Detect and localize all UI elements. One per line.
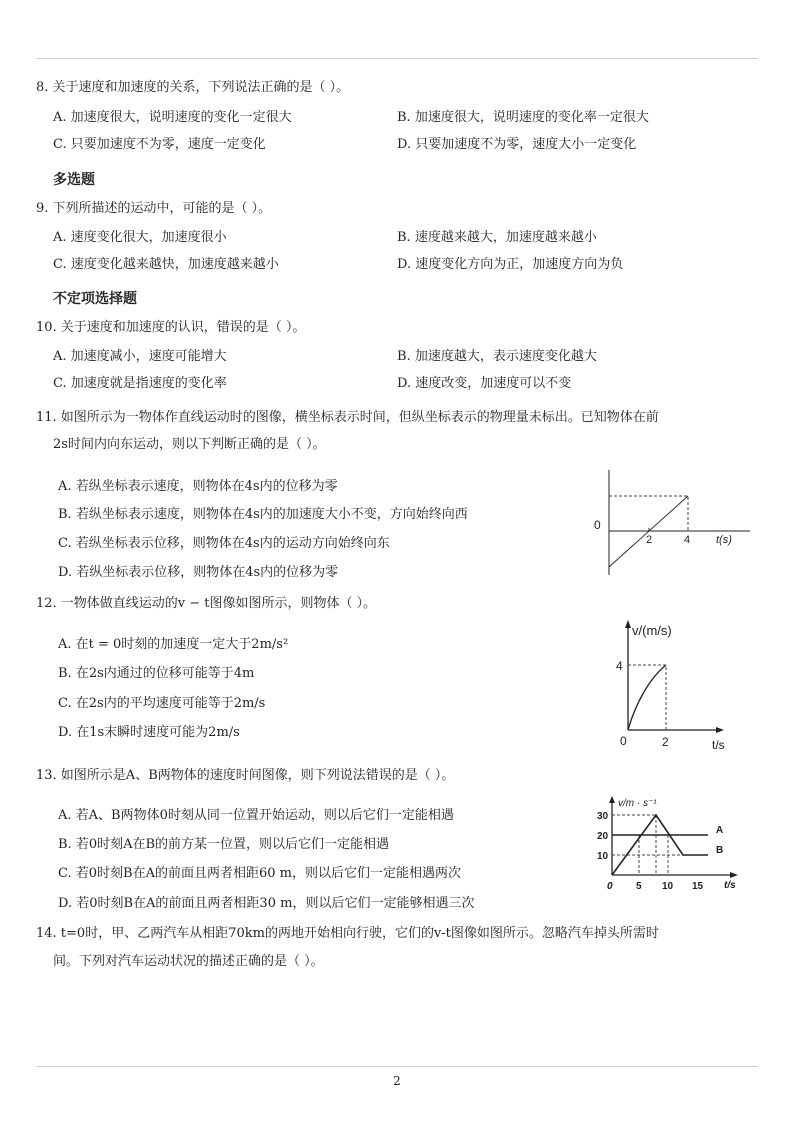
q13-option-b[interactable]: B. 若0时刻A在B的前方某一位置，则以后它们一定能相遇 (58, 837, 390, 852)
q13-y-tick-20: 20 (597, 831, 609, 842)
q9-stem: 9. 下列所描述的运动中，可能的是（ ）。 (36, 201, 272, 216)
q11-option-c[interactable]: C. 若纵坐标表示位移，则物体在4s内的运动方向始终向东 (58, 536, 390, 551)
section-heading-indefinite-choice: 不定项选择题 (53, 291, 137, 307)
q12-graph (608, 618, 758, 754)
q13-graph (596, 793, 742, 895)
q11-x-axis-label: t(s) (716, 534, 732, 546)
q12-origin-label: 0 (620, 734, 627, 748)
q11-stem-line1: 11. 如图所示为一物体作直线运动时的图像，横坐标表示时间，但纵坐标表示的物理量未标出。已知物体在前 (36, 410, 659, 425)
q13-x-tick-0: 0 (607, 881, 613, 892)
section-heading-multiple-choice: 多选题 (53, 172, 95, 188)
footer-rule (36, 1066, 758, 1067)
q11-tick-4-label: 4 (684, 534, 691, 546)
q14-stem-line1: 14. t=0时，甲、乙两汽车从相距70km的两地开始相向行驶，它们的v-t图像如图所示。忽略汽车掉头所需时 (36, 926, 659, 941)
header-rule (36, 58, 758, 59)
q14-stem-line2: 间。下列对汽车运动状况的描述正确的是（ ）。 (53, 954, 324, 969)
q12-x-tick-2: 2 (662, 735, 669, 749)
q13-x-tick-5: 5 (636, 881, 642, 892)
q9-option-a[interactable]: A. 速度变化很大，加速度很小 (53, 230, 227, 245)
q12-option-d[interactable]: D. 在1s末瞬时速度可能为2m/s (58, 725, 240, 740)
q13-x-tick-10: 10 (662, 881, 674, 892)
q11-option-d[interactable]: D. 若纵坐标表示位移，则物体在4s内的位移为零 (58, 565, 339, 580)
q11-graph (590, 465, 770, 580)
q8-option-a[interactable]: A. 加速度很大，说明速度的变化一定很大 (53, 110, 292, 125)
q12-y-tick-4: 4 (616, 659, 623, 673)
q9-option-c[interactable]: C. 速度变化越来越快，加速度越来越小 (53, 257, 279, 272)
q10-option-b[interactable]: B. 加速度越大，表示速度变化越大 (397, 349, 597, 364)
q12-curve (628, 665, 666, 730)
q12-option-a[interactable]: A. 在t = 0时刻的加速度一定大于2m/s² (58, 637, 289, 652)
q13-x-arrow-icon (730, 872, 738, 878)
q12-stem: 12. 一物体做直线运动的v − t图像如图所示，则物体（ ）。 (36, 596, 377, 611)
q8-option-c[interactable]: C. 只要加速度不为零，速度一定变化 (53, 137, 266, 152)
q10-option-d[interactable]: D. 速度改变，加速度可以不变 (397, 376, 572, 391)
q8-option-b[interactable]: B. 加速度很大，说明速度的变化率一定很大 (397, 110, 649, 125)
q8-option-d[interactable]: D. 只要加速度不为零，速度大小一定变化 (397, 137, 637, 152)
q13-line-b (612, 815, 708, 875)
q13-option-a[interactable]: A. 若A、B两物体0时刻从同一位置开始运动，则以后它们一定能相遇 (58, 808, 454, 823)
q13-series-label-b: B (716, 845, 724, 856)
q11-origin-label: 0 (594, 518, 601, 532)
q11-tick-2-label: 2 (646, 534, 653, 546)
q12-option-c[interactable]: C. 在2s内的平均速度可能等于2m/s (58, 696, 266, 711)
q13-series-label-a: A (716, 825, 724, 836)
q13-option-c[interactable]: C. 若0时刻B在A的前面且两者相距60 m，则以后它们一定能相遇两次 (58, 866, 461, 881)
q10-option-c[interactable]: C. 加速度就是指速度的变化率 (53, 376, 227, 391)
q12-y-axis-label: v/(m/s) (632, 623, 672, 638)
q12-y-arrow-icon (625, 620, 631, 628)
q11-option-b[interactable]: B. 若纵坐标表示速度，则物体在4s内的加速度大小不变，方向始终向西 (58, 507, 468, 522)
q13-x-tick-15: 15 (692, 881, 704, 892)
q13-y-tick-10: 10 (597, 851, 609, 862)
q13-y-axis-label: v/m · s⁻¹ (618, 798, 657, 809)
q9-option-d[interactable]: D. 速度变化方向为正，加速度方向为负 (397, 257, 624, 272)
q11-dashed-guide (609, 496, 688, 531)
q13-x-axis-label: t/s (724, 880, 736, 891)
q11-stem-line2: 2s时间内向东运动，则以下判断正确的是（ ）。 (53, 437, 326, 452)
q13-option-d[interactable]: D. 若0时刻B在A的前面且两者相距30 m，则以后它们一定能够相遇三次 (58, 896, 475, 911)
page-number: 2 (393, 1074, 401, 1088)
q12-dashed-guide (628, 665, 666, 730)
q9-option-b[interactable]: B. 速度越来越大，加速度越来越小 (397, 230, 597, 245)
q12-x-arrow-icon (716, 727, 724, 733)
q13-y-arrow-icon (609, 796, 615, 803)
q10-stem: 10. 关于速度和加速度的认识，错误的是（ ）。 (36, 320, 306, 335)
q12-option-b[interactable]: B. 在2s内通过的位移可能等于4m (58, 666, 255, 681)
q11-option-a[interactable]: A. 若纵坐标表示速度，则物体在4s内的位移为零 (58, 479, 338, 494)
q13-stem: 13. 如图所示是A、B两物体的速度时间图像，则下列说法错误的是（ ）。 (36, 768, 455, 783)
q13-y-tick-30: 30 (597, 811, 609, 822)
q12-x-axis-label: t/s (712, 738, 725, 752)
q10-option-a[interactable]: A. 加速度减小，速度可能增大 (53, 349, 227, 364)
q8-stem: 8. 关于速度和加速度的关系，下列说法正确的是（ ）。 (36, 80, 350, 95)
